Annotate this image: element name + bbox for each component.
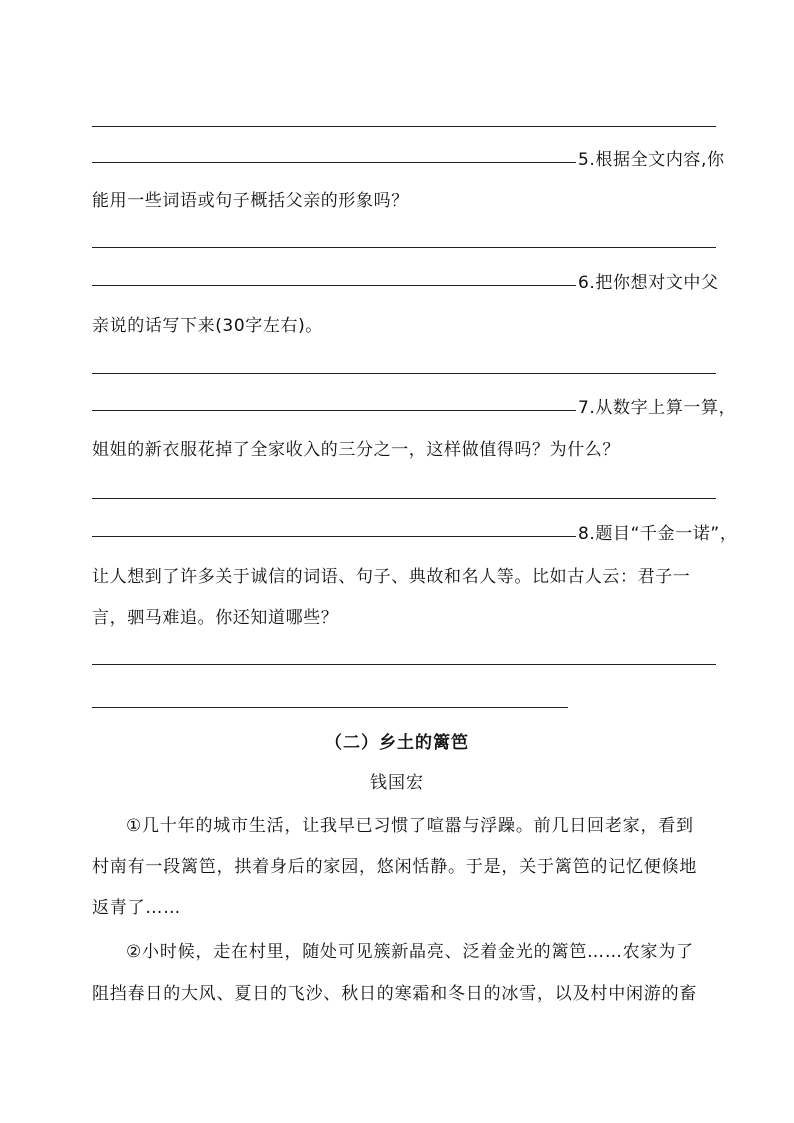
question-5-first-line (92, 148, 725, 172)
answer-line[interactable] (92, 161, 576, 163)
question-8-first-line (92, 522, 737, 546)
paragraph-1-line-1: ①几十年的城市生活，让我早已习惯了喧嚣与浮躁。前几日回老家，看到 (126, 816, 694, 836)
question-8-prompt-line3: 言，驷马难追。你还知道哪些？ (92, 608, 339, 628)
answer-line[interactable] (92, 498, 716, 499)
answer-line[interactable] (92, 535, 576, 537)
paragraph-1-line-3: 返青了…… (92, 898, 181, 918)
passage-author: 钱国宏 (370, 773, 424, 793)
question-7-prompt-tail: 姐姐的新衣服花掉了全家收入的三分之一，这样做值得吗？为什么？ (92, 440, 620, 460)
question-6-prompt-head: 6.把你想对文中父 (578, 273, 719, 293)
question-8-prompt-head: 8.题目“千金一诺”， (578, 524, 738, 544)
answer-line[interactable] (92, 373, 716, 374)
question-5-prompt-tail: 能用一些词语或句子概括父亲的形象吗？ (92, 191, 409, 211)
answer-line[interactable] (92, 247, 716, 248)
question-5-prompt-head: 5.根据全文内容,你 (578, 150, 725, 170)
answer-line[interactable] (92, 664, 716, 665)
question-7-first-line (92, 396, 736, 420)
passage-title: （二）乡土的篱笆 (325, 733, 469, 753)
answer-line[interactable] (92, 284, 576, 286)
question-6-prompt-tail: 亲说的话写下来(30字左右)。 (92, 316, 323, 336)
question-6-first-line (92, 271, 719, 295)
question-8-prompt-line2: 让人想到了许多关于诚信的词语、句子、典故和名人等。比如古人云：君子一 (92, 567, 691, 587)
answer-line[interactable] (92, 707, 568, 708)
answer-line[interactable] (92, 409, 576, 411)
paragraph-2-line-1: ②小时候，走在村里，随处可见簇新晶亮、泛着金光的篱笆……农家为了 (126, 942, 694, 962)
answer-line[interactable] (92, 126, 716, 127)
paragraph-2-line-2: 阻挡春日的大风、夏日的飞沙、秋日的寒霜和冬日的冰雪，以及村中闲游的畜 (92, 984, 698, 1004)
question-7-prompt-head: 7.从数字上算一算， (578, 398, 737, 418)
paragraph-1-line-2: 村南有一段篱笆，拱着身后的家园，悠闲恬静。于是，关于篱笆的记忆便倏地 (92, 857, 698, 877)
